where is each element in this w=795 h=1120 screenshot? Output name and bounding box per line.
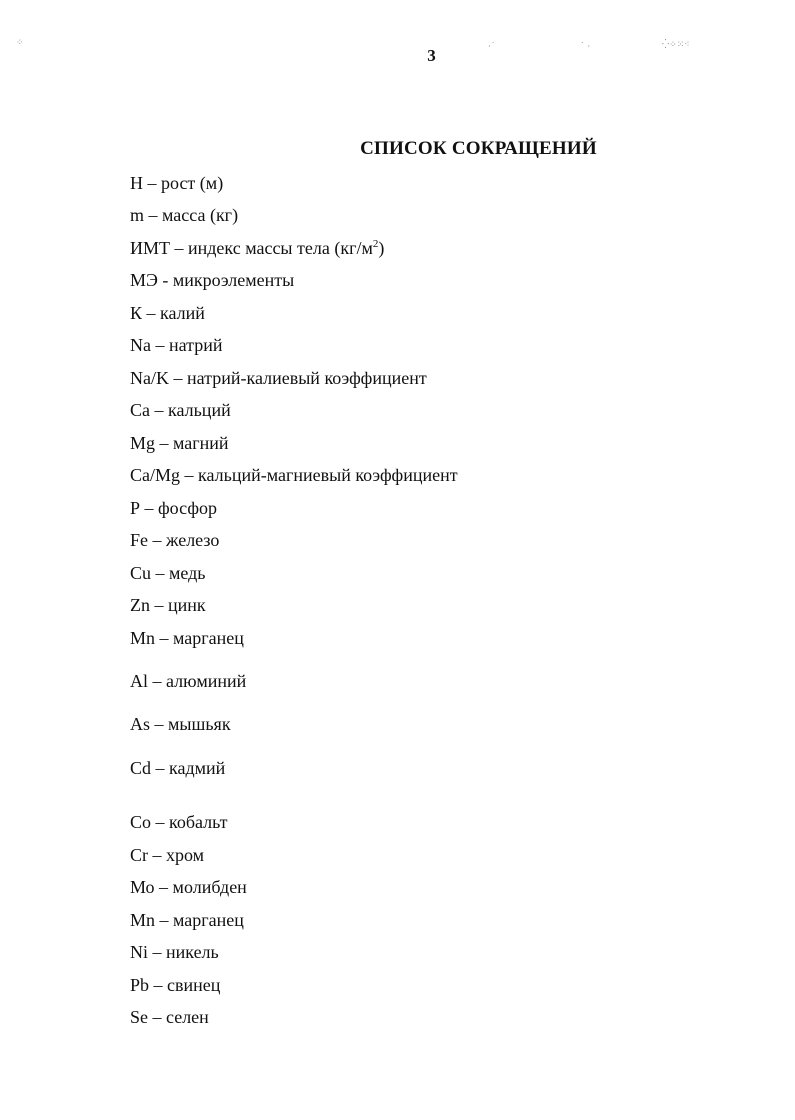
list-item: Cr – хром — [130, 845, 205, 865]
list-item: m – масса (кг) — [130, 205, 239, 225]
scan-noise-mark: ⁛⁘⁙⁖ — [662, 40, 690, 50]
list-item: Fe – железо — [130, 530, 220, 550]
list-item: Мо – молибден — [130, 877, 247, 897]
list-item: Pb – свинец — [130, 975, 221, 995]
list-item: Mn – марганец — [130, 628, 244, 648]
page-title: СПИСОК СОКРАЩЕНИЙ — [360, 138, 597, 159]
list-item: Ca/Mg – кальций-магниевый коэффициент — [130, 465, 458, 485]
scan-noise-mark: ˙ · — [580, 42, 591, 52]
list-item: Mn – марганец — [130, 910, 244, 930]
list-item: Р – фосфор — [130, 498, 217, 518]
list-item: Na – натрий — [130, 335, 223, 355]
list-item: Al – алюминий — [130, 671, 247, 691]
list-item: Н – рост (м) — [130, 173, 224, 193]
list-item: Cu – медь — [130, 563, 206, 583]
list-item: Zn – цинк — [130, 595, 206, 615]
scan-noise-mark: ⁘ — [16, 38, 24, 48]
scan-noise-mark: ·˙ — [488, 42, 496, 52]
page-number: 3 — [427, 46, 436, 65]
list-item: Ni – никель — [130, 942, 219, 962]
list-item: ИМТ – индекс массы тела $(кг/м^2)$ — [130, 238, 385, 258]
list-item: Со – кобальт — [130, 812, 228, 832]
list-item: Са – кальций — [130, 400, 231, 420]
list-item: Mg – магний — [130, 433, 229, 453]
list-item: Na/K – натрий-калиевый коэффициент — [130, 368, 427, 388]
list-item: МЭ - микроэлементы — [130, 270, 295, 290]
list-item: As – мышьяк — [130, 714, 231, 734]
list-item: К – калий — [130, 303, 205, 323]
list-item: Cd – кадмий — [130, 758, 226, 778]
list-item: Se – селен — [130, 1007, 209, 1027]
